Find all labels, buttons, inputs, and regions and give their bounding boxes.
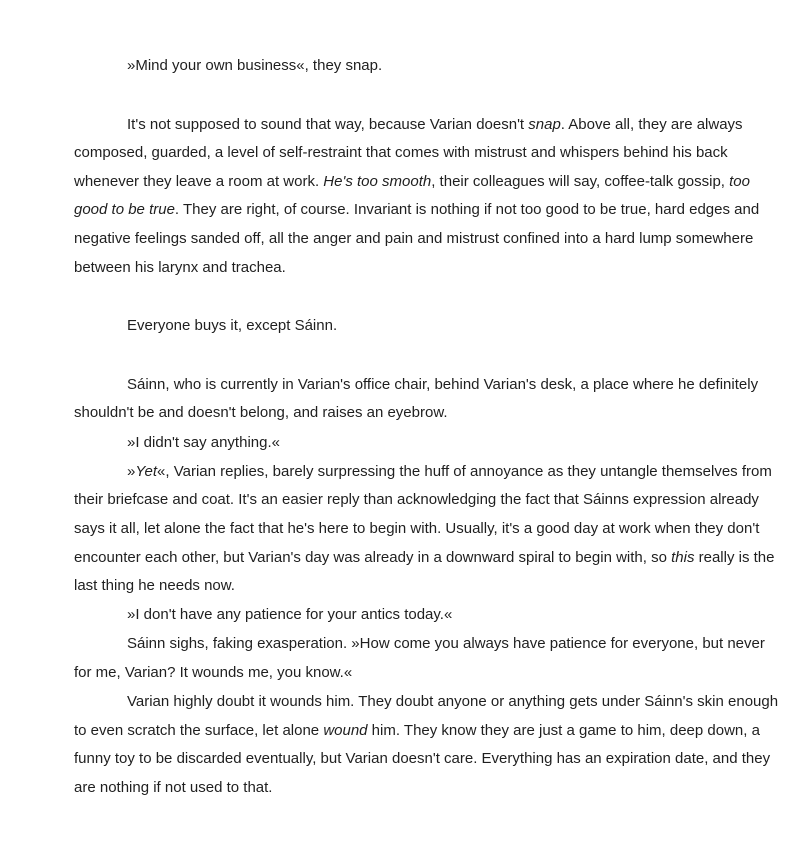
text-run: him. They know they are just a game to him, deep down, a funny toy to be discarded eventually, but Varian doesn't care. Everything has an expiration date, and they are nothing if not used to that. bbox=[74, 721, 771, 797]
text-run: Varian highly doubt it wounds him. They doubt anyone or anything gets under Sáinn's skin enough to even scratch the surface, let alone bbox=[74, 693, 779, 739]
text-run: » bbox=[127, 462, 136, 480]
italic-text-run: wound bbox=[323, 721, 368, 739]
paragraph-4 bbox=[74, 371, 782, 428]
text-run: Sáinn sighs, faking exasperation. »How come you always have patience for everyone, but never for me, Varian? It wounds me, you know.« bbox=[74, 635, 765, 682]
paragraph-7 bbox=[74, 601, 782, 630]
text-run: , their colleagues will say, coffee-talk gossip, bbox=[431, 172, 730, 190]
paragraph-5 bbox=[74, 429, 782, 458]
paragraph-3 bbox=[74, 312, 782, 341]
text-run: It's not supposed to sound that way, because Varian doesn't bbox=[127, 115, 529, 133]
text-run: »I don't have any patience for your antics today.« bbox=[127, 606, 453, 624]
paragraph-6 bbox=[74, 458, 782, 601]
story-text bbox=[74, 52, 782, 803]
text-run: »I didn't say anything.« bbox=[127, 433, 280, 451]
text-run: Everyone buys it, except Sáinn. bbox=[127, 317, 338, 335]
italic-text-run: too good to be true bbox=[74, 172, 750, 219]
paragraph-8 bbox=[74, 630, 782, 687]
italic-text-run: He's too smooth bbox=[323, 172, 432, 190]
italic-text-run: Yet bbox=[135, 462, 158, 480]
paragraph-2 bbox=[74, 111, 782, 283]
paragraph-9 bbox=[74, 688, 782, 802]
text-run: really is the last thing he needs now. bbox=[74, 548, 775, 595]
paragraph-1 bbox=[74, 52, 782, 81]
text-run: »Mind your own business«, they snap. bbox=[127, 57, 383, 74]
italic-text-run: snap bbox=[528, 115, 561, 133]
text-run: . Above all, they are always composed, guarded, a level of self-restraint that comes with mistrust and whispers behind his back whenever they leave a room at work. bbox=[74, 115, 743, 190]
text-run: Sáinn, who is currently in Varian's office chair, behind Varian's desk, a place where he definitely shouldn't be and doesn't belong, and raises an eyebrow. bbox=[74, 375, 759, 422]
text-run: . They are right, of course. Invariant is nothing if not too good to be true, hard edges and negative feelings sanded off, all the anger and pain and mistrust confined into a hard lump somewhere between his larynx and trachea. bbox=[74, 201, 760, 276]
italic-text-run: this bbox=[671, 548, 695, 566]
text-run: «, Varian replies, barely surpressing the huff of annoyance as they untangle themselves from their briefcase and coat. It's an easier reply than acknowledging the fact that Sáinns expression already says it all, let alone the fact that he's here to begin with. Usually, it's a good day at work when they don't encounter each other, but Varian's day was already in a downward spiral to begin with, so bbox=[74, 462, 772, 566]
